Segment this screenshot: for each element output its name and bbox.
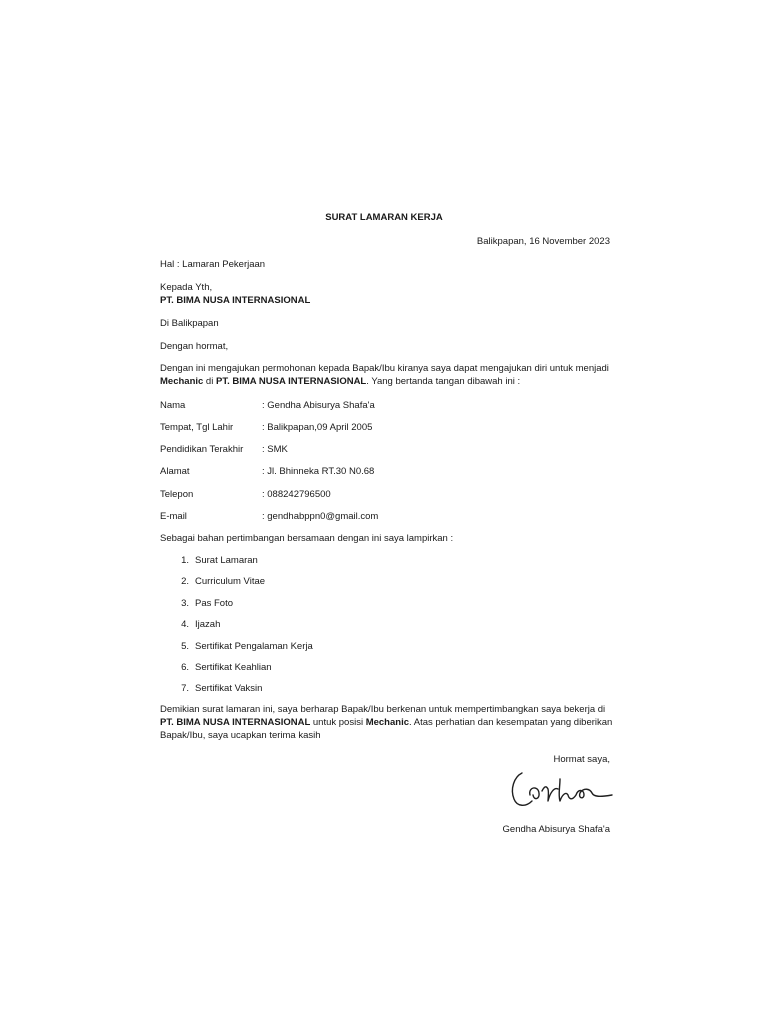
recipient-company: PT. BIMA NUSA INTERNASIONAL [160,295,311,306]
field-label-nama: Nama [160,400,186,411]
intro-text-1: Dengan ini mengajukan permohonan kepada Bapak/Ibu kiranya saya dapat mengajukan diri untuk menjadi [160,363,609,374]
intro-text-2: di [203,376,216,387]
signer-name: Gendha Abisurya Shafa'a [502,824,610,835]
list-item: Surat Lamaran [195,555,258,566]
field-label-pendidikan: Pendidikan Terakhir [160,444,244,455]
attachments-intro: Sebagai bahan pertimbangan bersamaan dengan ini saya lampirkan : [160,533,454,544]
recipient-greeting: Kepada Yth, [160,282,213,293]
closing-paragraph [160,703,620,742]
signature-image [508,765,618,815]
list-item-number: 6. [181,662,189,673]
closing-text-1: Demikian surat lamaran ini, saya berharap Bapak/Ibu berkenan untuk mempertimbangkan saya bekerja di [160,704,606,715]
field-label-telepon: Telepon [160,489,194,500]
intro-position: Mechanic [160,376,204,387]
sign-off: Hormat saya, [553,754,610,765]
field-value-telepon: : 088242796500 [262,489,331,500]
field-value-nama: : Gendha Abisurya Shafa'a [262,400,375,411]
list-item-number: 3. [181,598,189,609]
field-label-email: E-mail [160,511,187,522]
recipient-location: Di Balikpapan [160,318,219,329]
intro-text-3: . Yang bertanda tangan dibawah ini : [366,376,521,387]
list-item: Sertifikat Pengalaman Kerja [195,641,313,652]
place-date: Balikpapan, 16 November 2023 [476,236,610,247]
subject-line: Hal : Lamaran Pekerjaan [160,259,266,270]
list-item-number: 2. [181,576,189,587]
field-value-alamat: : Jl. Bhinneka RT.30 N0.68 [262,466,375,477]
intro-paragraph [160,362,620,388]
list-item-number: 7. [181,683,189,694]
list-item-number: 5. [181,641,189,652]
field-value-pendidikan: : SMK [262,444,288,455]
list-item: Sertifikat Vaksin [195,683,263,694]
field-value-email: : gendhabppn0@gmail.com [262,511,379,522]
list-item: Curriculum Vitae [195,576,266,587]
closing-company: PT. BIMA NUSA INTERNASIONAL [160,717,311,728]
closing-text-3: . Atas perhatian dan kesempatan yang diberikan Bapak/Ibu, saya ucapkan terima kasih [160,717,613,741]
field-value-ttl: : Balikpapan,09 April 2005 [262,422,373,433]
list-item-number: 4. [181,619,189,630]
letter-title: SURAT LAMARAN KERJA [325,212,443,223]
list-item: Ijazah [195,619,221,630]
list-item-number: 1. [181,555,189,566]
intro-company: PT. BIMA NUSA INTERNASIONAL [215,376,367,387]
closing-text-2: untuk posisi [310,717,366,728]
list-item: Pas Foto [195,598,234,609]
field-label-alamat: Alamat [160,466,190,477]
closing-position: Mechanic [365,717,409,728]
list-item: Sertifikat Keahlian [195,662,272,673]
salutation: Dengan hormat, [160,341,229,352]
field-label-ttl: Tempat, Tgl Lahir [160,422,234,433]
